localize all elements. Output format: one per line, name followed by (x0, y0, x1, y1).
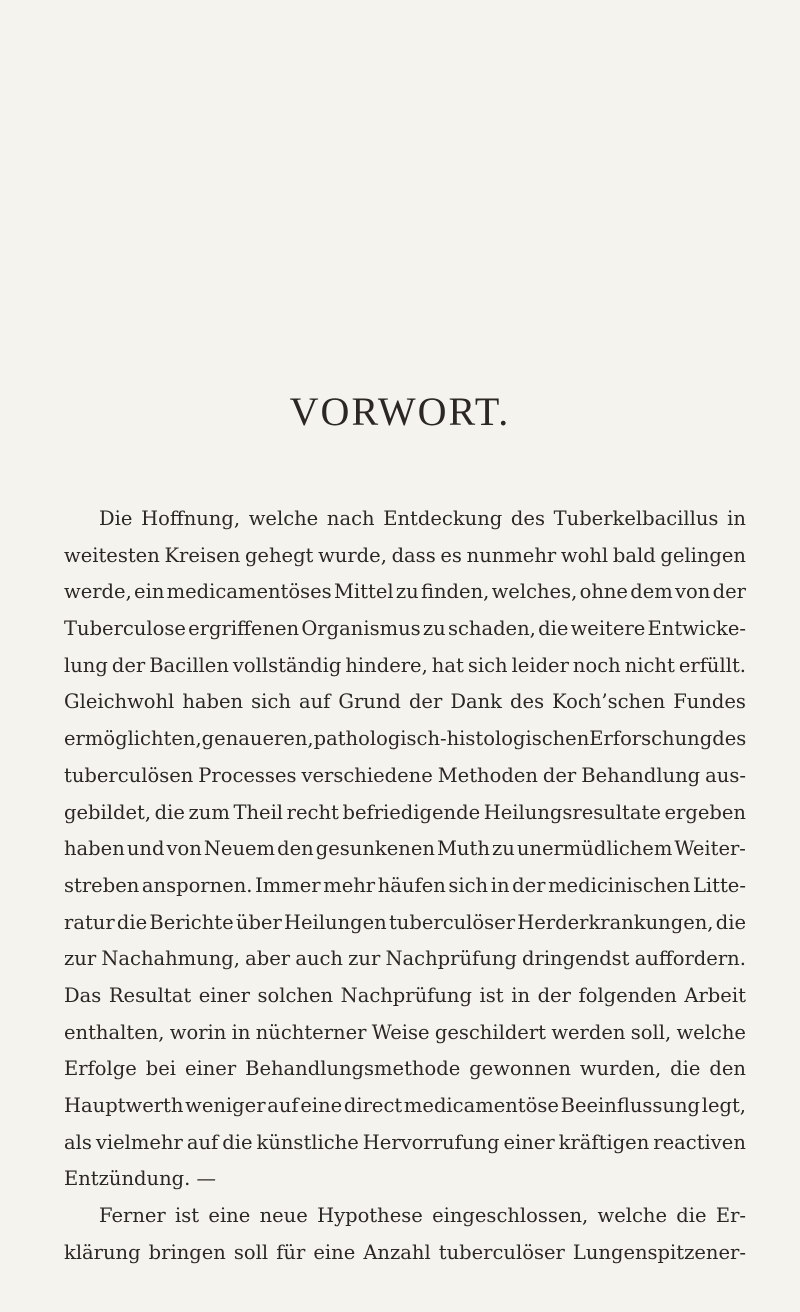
text-line: gebildet, die zum Theil recht befriedigende Heilungsresultate ergeben (64, 800, 746, 824)
text-line: zur Nachahmung, aber auch zur Nachprüfung dringendst auffordern. (64, 947, 746, 971)
text-line: streben anspornen. Immer mehr häufen sich in der medicinischen Litte- (64, 873, 746, 897)
text-line: Entzündung. — (64, 1167, 217, 1191)
text-line: Tuberculose ergriffenen Organismus zu schaden, die weitere Entwicke- (64, 617, 746, 641)
text-line: ermöglichten, genaueren, pathologisch-histologischen Erforschung des (64, 727, 747, 751)
page-title: VORWORT. (289, 389, 511, 434)
body-text (64, 501, 746, 1271)
text-line: haben und von Neuem den gesunkenen Muth zu unermüdlichem Weiter- (64, 837, 746, 861)
text-line: lung der Bacillen vollständig hindere, hat sich leider noch nicht erfüllt. (64, 653, 746, 677)
text-line: klärung bringen soll für eine Anzahl tuberculöser Lungenspitzener- (64, 1240, 746, 1264)
text-line: enthalten, worin in nüchterner Weise geschildert werden soll, welche (64, 1020, 746, 1044)
text-line: werde, ein medicamentöses Mittel zu finden, welches, ohne dem von der (64, 580, 746, 604)
text-line: als vielmehr auf die künstliche Hervorrufung einer kräftigen reactiven (64, 1130, 746, 1154)
text-line: Erfolge bei einer Behandlungsmethode gewonnen wurden, die den (64, 1057, 746, 1081)
text-line: Gleichwohl haben sich auf Grund der Dank des Koch’schen Fundes (64, 690, 746, 714)
text-line: weitesten Kreisen gehegt wurde, dass es nunmehr wohl bald gelingen (64, 543, 746, 567)
text-line: Ferner ist eine neue Hypothese eingeschlossen, welche die Er- (99, 1204, 746, 1228)
text-line: Hauptwerth weniger auf eine direct medicamentöse Beeinflussung legt, (64, 1094, 746, 1117)
text-line: tuberculösen Processes verschiedene Methoden der Behandlung aus- (64, 763, 746, 787)
text-line: ratur die Berichte über Heilungen tuberculöser Herderkrankungen, die (64, 910, 746, 934)
text-line: Das Resultat einer solchen Nachprüfung ist in der folgenden Arbeit (64, 983, 746, 1007)
text-line: Die Hoffnung, welche nach Entdeckung des Tuberkelbacillus in (99, 507, 746, 530)
